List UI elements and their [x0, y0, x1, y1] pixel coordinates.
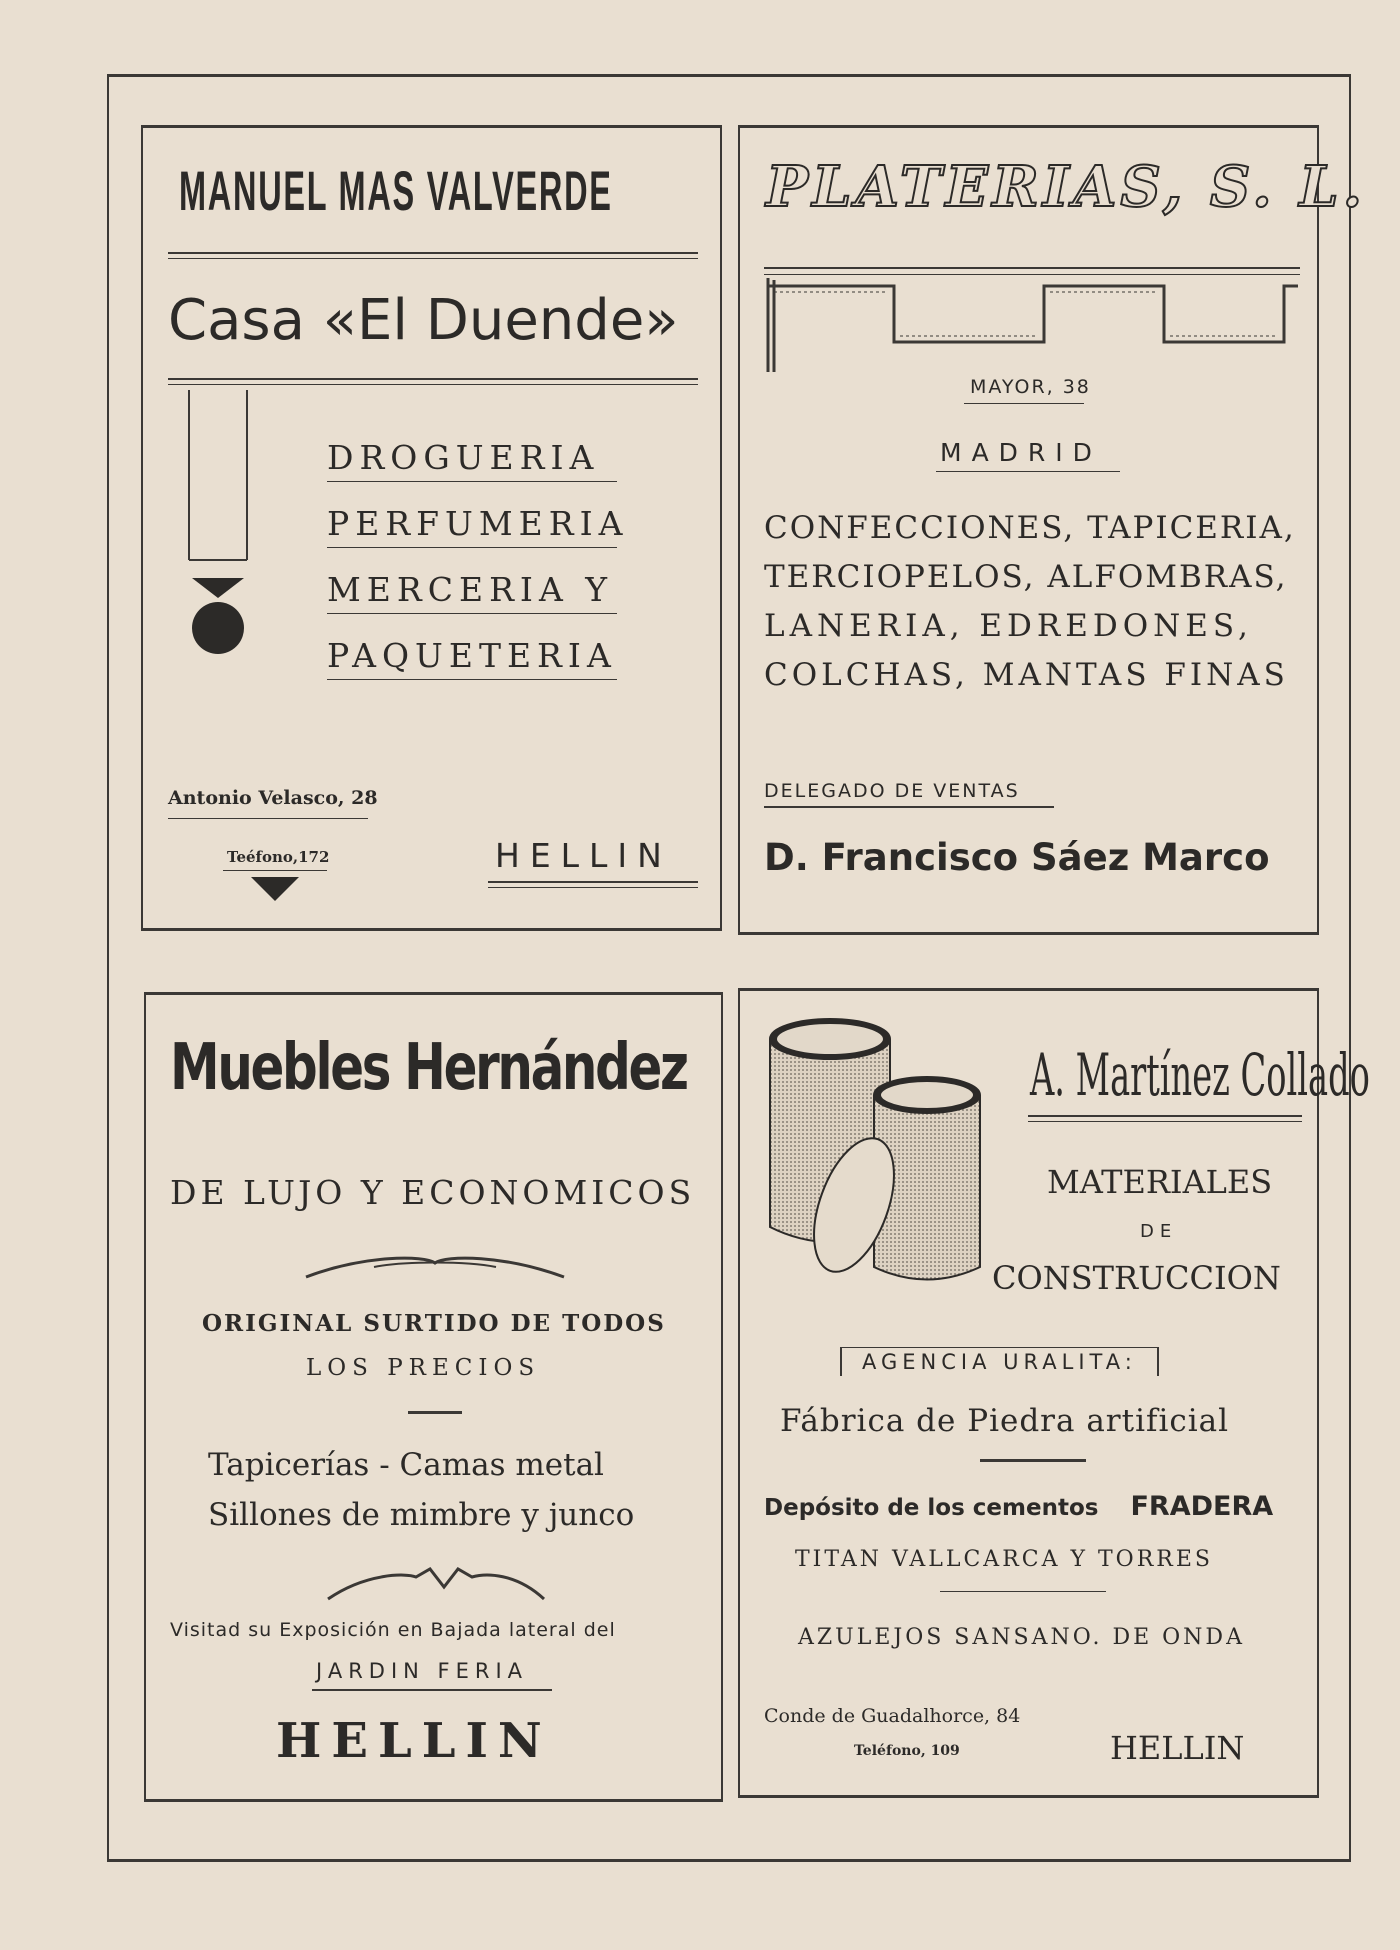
- divider: [936, 471, 1120, 472]
- construction-heading: CONSTRUCCION: [992, 1259, 1281, 1297]
- divider: [223, 870, 327, 871]
- address: MAYOR, 38: [970, 376, 1091, 398]
- divider: [168, 384, 698, 385]
- fradera-brand: FRADERA: [1130, 1491, 1274, 1522]
- deposit-text: Depósito de los cementos: [764, 1495, 1099, 1521]
- divider: [764, 806, 1054, 808]
- tagline: ORIGINAL SURTIDO DE TODOS: [202, 1310, 666, 1337]
- deposit-line: [764, 1491, 1273, 1522]
- venue-name: JARDIN FERIA: [316, 1659, 529, 1683]
- divider: [168, 258, 698, 259]
- product-line: Sillones de mimbre y junco: [208, 1497, 635, 1533]
- divider: [168, 818, 368, 819]
- divider: [488, 887, 698, 888]
- divider: [964, 403, 1084, 404]
- tagline-prices: LOS PRECIOS: [306, 1355, 541, 1381]
- product-line: TERCIOPELOS, ALFOMBRAS,: [764, 559, 1288, 595]
- divider: [168, 378, 698, 380]
- fret-ornament-icon: [764, 278, 1300, 378]
- divider: [327, 481, 617, 482]
- divider: [327, 679, 617, 680]
- delegate-label: DELEGADO DE VENTAS: [764, 780, 1020, 802]
- divider: [764, 274, 1300, 275]
- ad-manuel-mas-valverde: [141, 125, 722, 931]
- divider: [327, 547, 617, 548]
- brands-line: TITAN VALLCARCA Y TORRES: [795, 1547, 1213, 1572]
- product-item: PAQUETERIA: [327, 636, 617, 675]
- divider: [980, 1459, 1086, 1462]
- ad-subtitle: DE LUJO Y ECONOMICOS: [170, 1173, 696, 1212]
- shop-name: Casa «El Duende»: [168, 288, 679, 353]
- divider: [940, 1591, 1106, 1592]
- product-line: LANERIA, EDREDONES,: [764, 608, 1253, 644]
- ad-platerias: [738, 125, 1367, 935]
- tiles-line: AZULEJOS SANSANO. DE ONDA: [798, 1625, 1245, 1650]
- ad-title: MANUEL MAS VALVERDE: [179, 159, 613, 222]
- phone: Teléfono, 109: [854, 1743, 960, 1759]
- cement-tubes-illustration: [762, 1017, 1012, 1287]
- city: MADRID: [940, 438, 1102, 467]
- phone: Teéfono,172: [227, 848, 330, 866]
- product-item: DROGUERIA: [327, 438, 600, 477]
- materials-de: DE: [1140, 1221, 1178, 1242]
- city: HELLIN: [1110, 1729, 1245, 1767]
- address: Antonio Velasco, 28: [168, 787, 378, 809]
- address: Conde de Guadalhorce, 84: [764, 1705, 1021, 1727]
- product-line: Tapicerías - Camas metal: [208, 1447, 604, 1483]
- divider: [408, 1411, 462, 1414]
- zigzag-ornament-icon: [326, 1563, 546, 1603]
- ad-muebles-hernandez: [144, 992, 723, 1802]
- city: HELLIN: [276, 1713, 552, 1769]
- divider: [312, 1689, 552, 1691]
- ad-martinez-collado: [738, 988, 1370, 1798]
- ad-title: A. Martínez Collado: [1030, 1041, 1370, 1109]
- factory-line: Fábrica de Piedra artificial: [780, 1403, 1230, 1439]
- ad-title: Muebles Hernández: [170, 1031, 687, 1105]
- down-triangle-icon: [251, 877, 299, 901]
- divider: [764, 267, 1300, 269]
- divider: [168, 252, 698, 254]
- ad-title: PLATERIAS, S. L.: [766, 154, 1367, 220]
- city: HELLIN: [495, 836, 672, 875]
- divider: [488, 881, 698, 883]
- product-item: MERCERIA Y: [327, 570, 614, 609]
- agency-box: AGENCIA URALITA:: [840, 1347, 1159, 1376]
- wave-ornament-icon: [304, 1251, 566, 1287]
- visit-text: Visitad su Exposición en Bajada lateral del: [170, 1619, 616, 1641]
- pendulum-ornament-icon: [183, 390, 253, 660]
- product-line: CONFECCIONES, TAPICERIA,: [764, 510, 1296, 546]
- divider: [1028, 1121, 1302, 1122]
- divider: [327, 613, 617, 614]
- delegate-name: D. Francisco Sáez Marco: [764, 836, 1270, 879]
- product-item: PERFUMERIA: [327, 504, 629, 543]
- divider: [1028, 1115, 1302, 1117]
- materials-heading: MATERIALES: [1047, 1163, 1273, 1201]
- product-line: COLCHAS, MANTAS FINAS: [764, 657, 1289, 693]
